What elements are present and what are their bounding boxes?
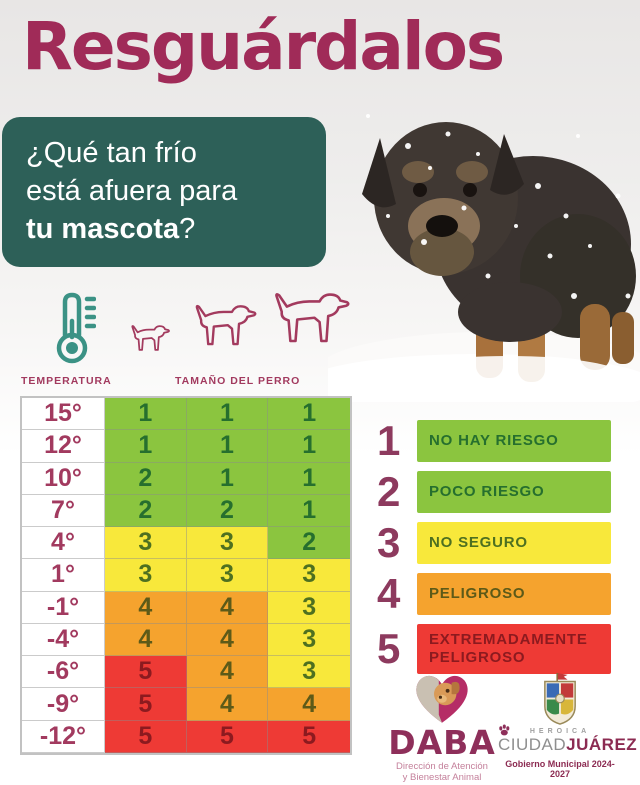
legend-label-bar: PELIGROSO bbox=[417, 573, 611, 615]
risk-cell: 4 bbox=[187, 592, 269, 624]
legend-item bbox=[377, 417, 611, 464]
daba-name-row bbox=[388, 723, 496, 762]
risk-cell: 4 bbox=[187, 688, 269, 720]
temperature-cell: 1° bbox=[22, 559, 105, 591]
legend-level-number: 3 bbox=[377, 519, 401, 566]
ciudad-juarez-crest-icon bbox=[540, 672, 580, 725]
daba-heart-dog-icon bbox=[409, 670, 475, 726]
temperature-cell: 10° bbox=[22, 463, 105, 495]
risk-cell: 4 bbox=[268, 688, 350, 720]
page-title: Resguárdalos bbox=[22, 8, 504, 85]
legend-level-number: 1 bbox=[377, 417, 401, 464]
risk-cell: 4 bbox=[187, 624, 269, 656]
temperature-cell: -6° bbox=[22, 656, 105, 688]
question-line-3 bbox=[26, 210, 302, 248]
legend-item bbox=[377, 624, 611, 674]
gobierno-municipal-label: Gobierno Municipal 2024-2027 bbox=[505, 759, 615, 779]
daba-wordmark: DABA bbox=[388, 723, 496, 762]
risk-cell: 2 bbox=[105, 495, 187, 527]
legend-level-number: 2 bbox=[377, 468, 401, 515]
risk-table bbox=[20, 396, 352, 755]
legend-label-bar: POCO RIESGO bbox=[417, 471, 611, 513]
risk-cell: 3 bbox=[268, 656, 350, 688]
legend-level-number: 5 bbox=[377, 625, 401, 672]
ciudad-juarez-wordmark: CIUDADJUÁREZ bbox=[498, 735, 638, 754]
risk-cell: 1 bbox=[105, 398, 187, 430]
temperature-cell: 12° bbox=[22, 430, 105, 462]
legend-label-bar: EXTREMADAMENTE PELIGROSO bbox=[417, 624, 611, 674]
temperature-axis-label: TEMPERATURA bbox=[21, 375, 112, 387]
ciudad-juarez-logo-block bbox=[498, 672, 638, 779]
risk-cell: 5 bbox=[105, 721, 187, 753]
temperature-cell: -12° bbox=[22, 721, 105, 753]
risk-cell: 1 bbox=[268, 398, 350, 430]
risk-cell: 2 bbox=[187, 495, 269, 527]
small-dog-icon bbox=[128, 322, 172, 362]
risk-cell: 1 bbox=[187, 463, 269, 495]
risk-cell: 5 bbox=[268, 721, 350, 753]
question-suffix: ? bbox=[179, 213, 196, 245]
question-box bbox=[2, 117, 326, 267]
risk-cell: 1 bbox=[187, 430, 269, 462]
temperature-cell: -9° bbox=[22, 688, 105, 720]
risk-cell: 1 bbox=[268, 430, 350, 462]
risk-cell: 3 bbox=[105, 527, 187, 559]
medium-dog-icon bbox=[190, 301, 260, 362]
risk-cell: 3 bbox=[268, 624, 350, 656]
question-bold: tu mascota bbox=[26, 213, 180, 245]
legend-label-bar: NO SEGURO bbox=[417, 522, 611, 564]
risk-cell: 1 bbox=[105, 430, 187, 462]
legend-level-number: 4 bbox=[377, 570, 401, 617]
risk-cell: 5 bbox=[105, 656, 187, 688]
temperature-cell: 4° bbox=[22, 527, 105, 559]
risk-cell: 4 bbox=[105, 592, 187, 624]
legend-item bbox=[377, 570, 611, 617]
dog-size-axis-label: TAMAÑO DEL PERRO bbox=[175, 375, 301, 387]
risk-cell: 1 bbox=[268, 495, 350, 527]
risk-cell: 2 bbox=[268, 527, 350, 559]
risk-cell: 3 bbox=[105, 559, 187, 591]
legend-item bbox=[377, 468, 611, 515]
temperature-cell: 7° bbox=[22, 495, 105, 527]
large-dog-icon bbox=[268, 289, 354, 362]
risk-cell: 1 bbox=[268, 463, 350, 495]
temperature-cell: -4° bbox=[22, 624, 105, 656]
thermometer-icon bbox=[50, 291, 96, 369]
risk-cell: 3 bbox=[268, 592, 350, 624]
risk-cell: 3 bbox=[187, 559, 269, 591]
daba-logo-block bbox=[372, 670, 512, 783]
heroica-label: HEROICA bbox=[529, 728, 591, 735]
risk-cell: 4 bbox=[105, 624, 187, 656]
risk-cell: 5 bbox=[105, 688, 187, 720]
question-line-2: está afuera para bbox=[26, 175, 238, 207]
risk-cell: 5 bbox=[187, 721, 269, 753]
temperature-cell: -1° bbox=[22, 592, 105, 624]
risk-cell: 3 bbox=[187, 527, 269, 559]
temperature-cell: 15° bbox=[22, 398, 105, 430]
risk-cell: 3 bbox=[268, 559, 350, 591]
risk-legend bbox=[377, 417, 611, 674]
legend-label-bar: NO HAY RIESGO bbox=[417, 420, 611, 462]
question-line-1: ¿Qué tan frío bbox=[26, 137, 197, 169]
puppy-in-snow-photo bbox=[328, 76, 640, 402]
risk-cell: 2 bbox=[105, 463, 187, 495]
risk-cell: 4 bbox=[187, 656, 269, 688]
legend-item bbox=[377, 519, 611, 566]
daba-subtitle: Dirección de Atención y Bienestar Animal bbox=[396, 761, 488, 783]
risk-cell: 1 bbox=[187, 398, 269, 430]
